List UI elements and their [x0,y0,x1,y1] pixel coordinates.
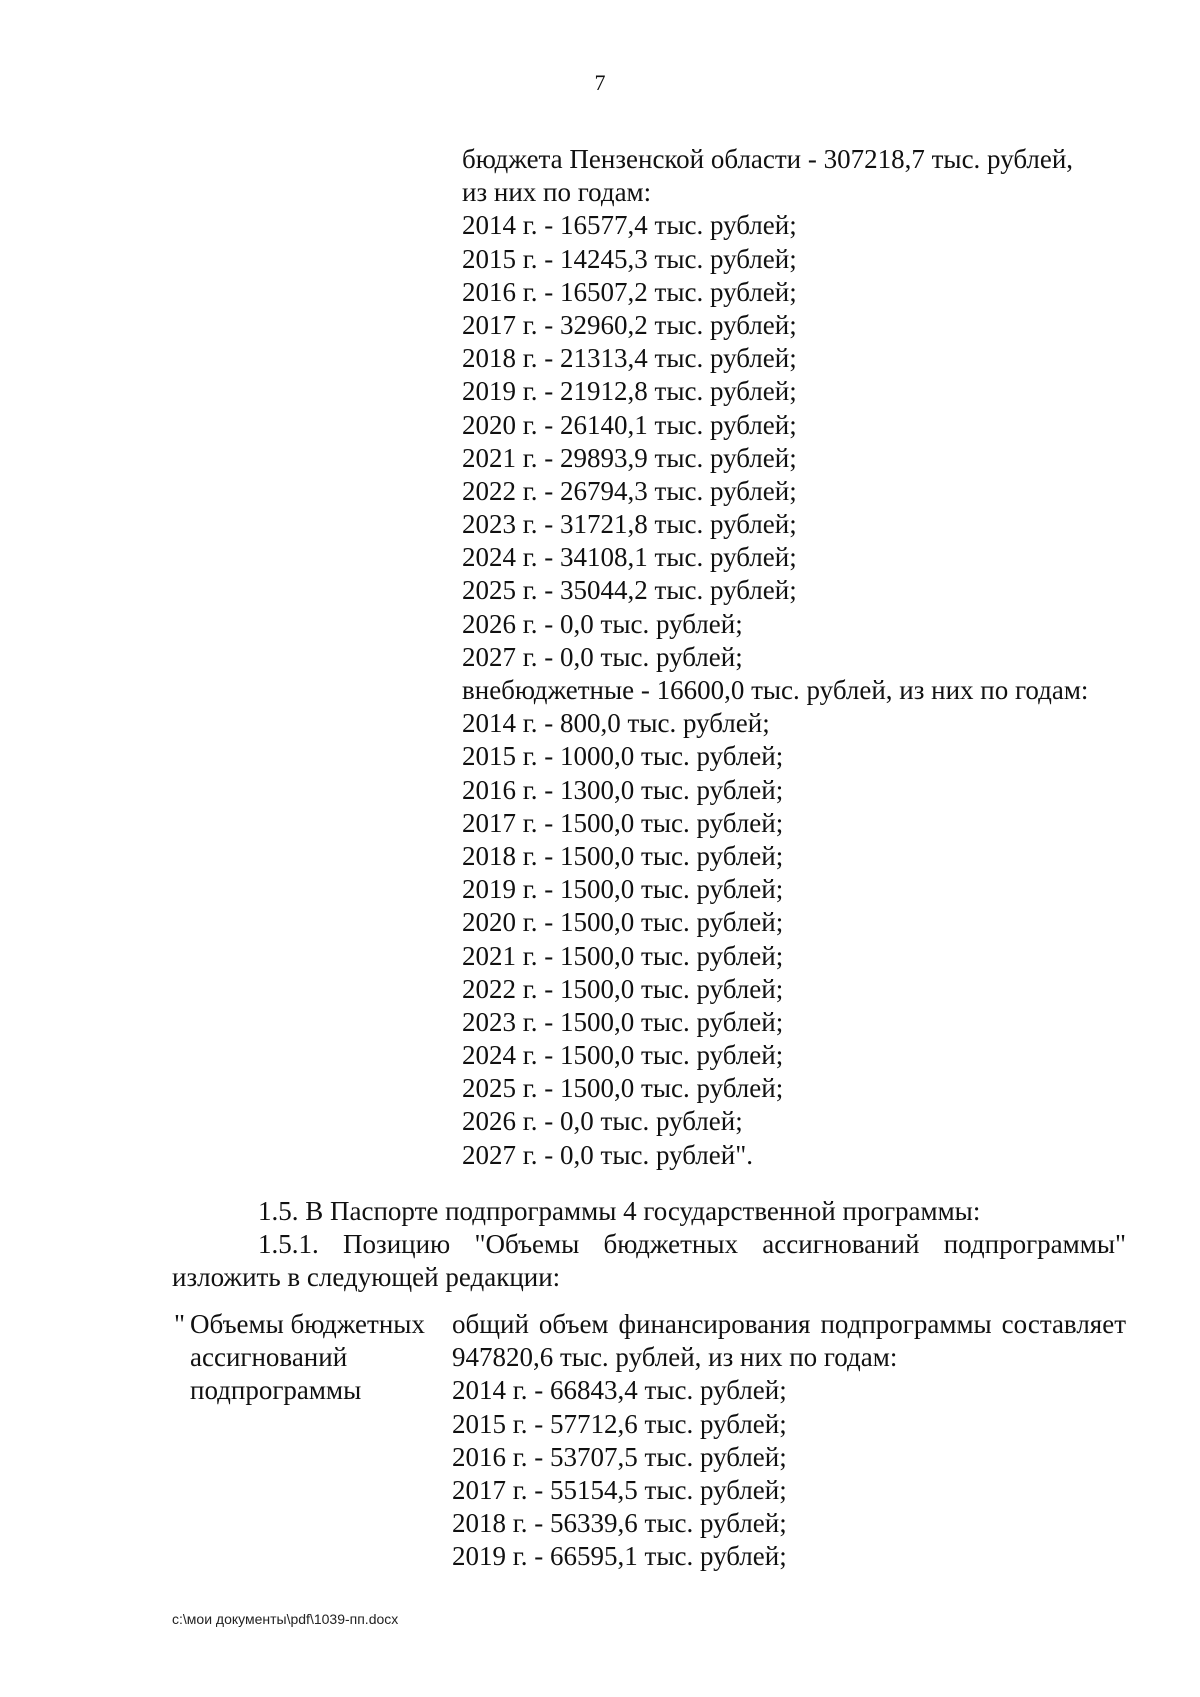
table-value-line: 2017 г. - 55154,5 тыс. рублей; [452,1474,787,1505]
table-value-line: 947820,6 тыс. рублей, из них по годам: [452,1342,898,1373]
budget-list-line: внебюджетные - 16600,0 тыс. рублей, из них по годам: [462,675,1089,705]
table-value-line: 2015 г. - 57712,6 тыс. рублей; [452,1408,787,1439]
budget-list-line: 2023 г. - 1500,0 тыс. рублей; [462,1006,784,1037]
budget-list-line: 2025 г. - 1500,0 тыс. рублей; [462,1073,784,1104]
page-number: 7 [594,70,606,95]
table-value-line: 2016 г. - 53707,5 тыс. рублей; [452,1441,787,1472]
budget-list-line: 2017 г. - 1500,0 тыс. рублей; [462,807,784,838]
paragraph-1-5: 1.5. В Паспорте подпрограммы 4 государственной программы: [258,1196,981,1226]
budget-list-line: 2014 г. - 800,0 тыс. рублей; [462,708,770,739]
open-quote: " [174,1309,186,1339]
budget-list-line: из них по годам: [462,177,652,208]
budget-list-line: 2026 г. - 0,0 тыс. рублей; [462,608,743,639]
budget-list-line: 2018 г. - 21313,4 тыс. рублей; [462,343,797,374]
budget-list-line: 2024 г. - 1500,0 тыс. рублей; [462,1040,784,1071]
budget-list-line: 2023 г. - 31721,8 тыс. рублей; [462,509,797,540]
budget-list-line: 2016 г. - 1300,0 тыс. рублей; [462,774,784,805]
paragraph-1-5-1-line: 1.5.1. Позицию "Объемы бюджетных ассигнований подпрограммы" [258,1229,1126,1259]
budget-list-line: 2016 г. - 16507,2 тыс. рублей; [462,276,797,307]
budget-list-line: 2014 г. - 16577,4 тыс. рублей; [462,210,797,241]
budget-list-line: 2025 г. - 35044,2 тыс. рублей; [462,575,797,606]
budget-list-line: 2015 г. - 1000,0 тыс. рублей; [462,741,784,772]
budget-list-line: 2019 г. - 1500,0 тыс. рублей; [462,874,784,905]
budget-list-line: 2019 г. - 21912,8 тыс. рублей; [462,376,797,407]
budget-list-line: 2022 г. - 1500,0 тыс. рублей; [462,973,784,1004]
budget-list-line: 2020 г. - 1500,0 тыс. рублей; [462,907,784,938]
budget-list-line: 2018 г. - 1500,0 тыс. рублей; [462,840,784,871]
budget-list-line: 2024 г. - 34108,1 тыс. рублей; [462,542,797,573]
table-value-first-line: общий объем финансирования подпрограммы составляет [452,1309,1126,1339]
budget-list-line: 2026 г. - 0,0 тыс. рублей; [462,1106,743,1137]
paragraph-1-5-1-continuation: изложить в следующей редакции: [172,1262,561,1292]
budget-list-line: 2015 г. - 14245,3 тыс. рублей; [462,243,797,274]
table-label-line: Объемы бюджетных [190,1309,425,1339]
table-label-line: подпрограммы [190,1375,362,1406]
paragraph-1-5-1 [258,1228,1126,1261]
budget-list-line: 2021 г. - 1500,0 тыс. рублей; [462,940,784,971]
table-value-cell [452,1308,1126,1574]
budget-list [462,143,1088,1172]
table-value-line: 2014 г. - 66843,4 тыс. рублей; [452,1375,787,1406]
budget-list-line: бюджета Пензенской области - 307218,7 тыс. рублей, [462,144,1074,174]
footer-file-path: c:\мои документы\pdf\1039-пп.docx [172,1611,399,1627]
table-value-line: 2019 г. - 66595,1 тыс. рублей; [452,1541,787,1572]
table-label-cell [190,1308,425,1408]
table-value-line: 2018 г. - 56339,6 тыс. рублей; [452,1508,787,1539]
budget-list-line: 2017 г. - 32960,2 тыс. рублей; [462,309,797,340]
budget-list-line: 2027 г. - 0,0 тыс. рублей; [462,641,743,672]
budget-list-line: 2027 г. - 0,0 тыс. рублей". [462,1139,753,1170]
table-label-line: ассигнований [190,1342,348,1373]
budget-list-line: 2022 г. - 26794,3 тыс. рублей; [462,475,797,506]
budget-list-line: 2021 г. - 29893,9 тыс. рублей; [462,442,797,473]
budget-list-line: 2020 г. - 26140,1 тыс. рублей; [462,409,797,440]
